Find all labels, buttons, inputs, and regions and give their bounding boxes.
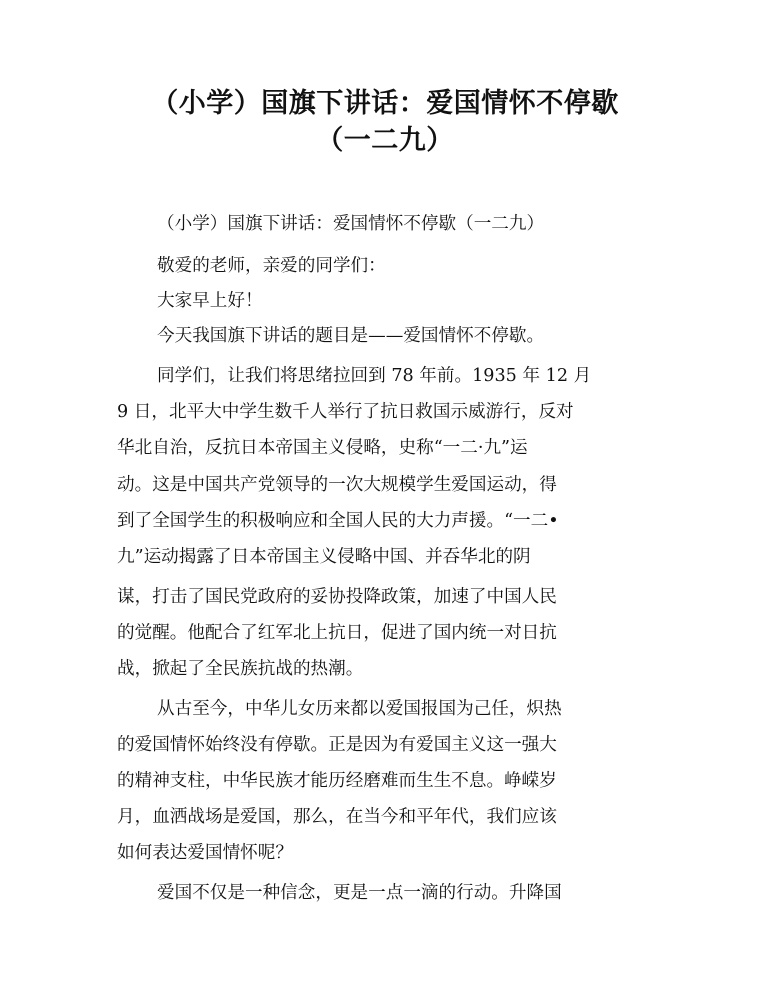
body-line: 如何表达爱国情怀呢？ xyxy=(117,843,293,863)
body-line: 的精神支柱，中华民族才能历经磨难而生生不息。峥嵘岁 xyxy=(117,771,557,791)
body-line: 九”运动揭露了日本帝国主义侵略中国、并吞华北的阴 xyxy=(117,547,531,567)
body-line: 的觉醒。他配合了红军北上抗日，促进了国内统一对日抗 xyxy=(117,623,557,643)
body-line: 月，血洒战场是爱国，那么，在当今和平年代，我们应该 xyxy=(117,807,557,827)
body-line: 同学们，让我们将思绪拉回到 78 年前。1935 年 12 月 xyxy=(157,366,592,386)
body-line: （小学）国旗下讲话：爱国情怀不停歇（一二九） xyxy=(157,214,545,234)
body-line: 从古至今，中华儿女历来都以爱国报国为己任，炽热 xyxy=(157,699,562,719)
body-line: 的爱国情怀始终没有停歇。正是因为有爱国主义这一强大 xyxy=(117,735,557,755)
document-title-line-1: （小学）国旗下讲话：爱国情怀不停歇 xyxy=(151,88,619,119)
body-line: 大家早上好！ xyxy=(157,291,263,311)
body-line: 今天我国旗下讲话的题目是——爱国情怀不停歇。 xyxy=(157,326,545,346)
body-line: 到了全国学生的积极响应和全国人民的大力声援。“一二• xyxy=(117,511,559,531)
body-line: 华北自治，反抗日本帝国主义侵略，史称“一二·九”运 xyxy=(117,438,528,458)
body-line: 谋，打击了国民党政府的妥协投降政策，加速了中国人民 xyxy=(117,587,557,607)
body-line: 战，掀起了全民族抗战的热潮。 xyxy=(117,659,364,679)
body-line: 爱国不仅是一种信念，更是一点一滴的行动。升降国 xyxy=(157,883,562,903)
body-line: 敬爱的老师，亲爱的同学们： xyxy=(157,256,386,276)
document-title-line-2: （一二九） xyxy=(316,125,454,156)
body-line: 9 日，北平大中学生数千人举行了抗日救国示威游行，反对 xyxy=(117,402,574,422)
body-line: 动。这是中国共产党领导的一次大规模学生爱国运动，得 xyxy=(117,475,557,495)
